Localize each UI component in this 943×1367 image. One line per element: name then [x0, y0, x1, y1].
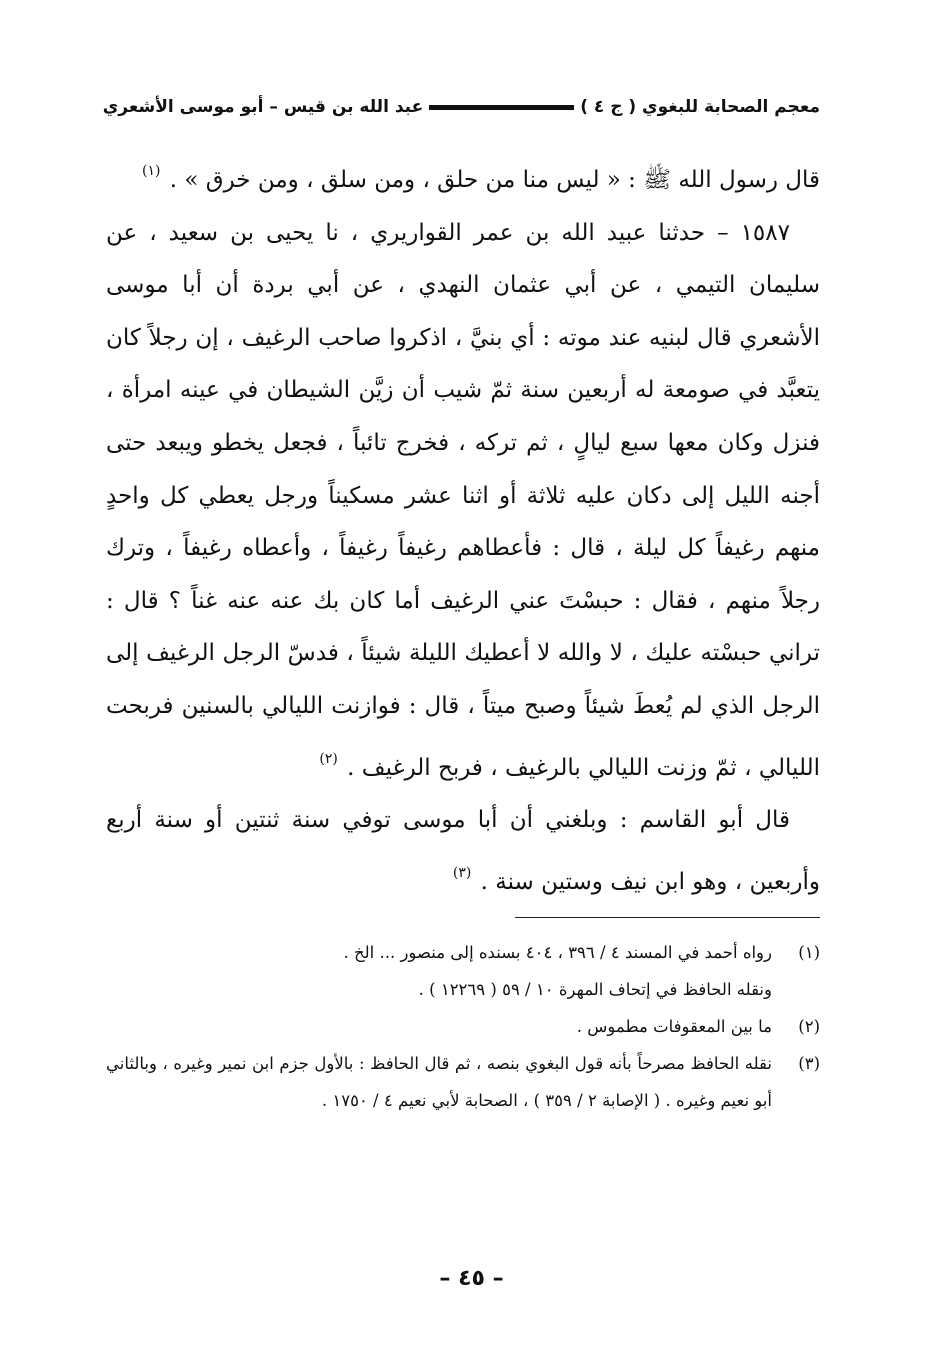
paragraph-3-text: قال أبو القاسم : وبلغني أن أبا موسى توفي سنة ثنتين أو سنة أربع وأربعين ، وهو ابن نيف وستين سنة . [106, 807, 820, 895]
footnote-ref-1: (١) [141, 163, 161, 179]
footnotes [106, 934, 820, 1119]
header-book-title: معجم الصحابة للبغوي ( ج ٤ ) [580, 97, 820, 117]
paragraph-1 [106, 145, 820, 207]
footnote-1-number: (١) [798, 943, 820, 962]
paragraph-2 [106, 207, 820, 795]
footnote-ref-3: (٣) [452, 864, 472, 881]
paragraph-2-text: ١٥٨٧ – حدثنا عبيد الله بن عمر القواريري ، نا يحيى بن سعيد ، عن سليمان التيمي ، عن أبي عثمان النهدي ، عن أبي بردة أن أبا موسى الأشعري قال لبنيه عند موته : أي بنيَّ ، اذكروا صاحب الرغيف ، إن رجلاً كان يتعبَّد في صومعة له أربعين سنة ثمّ شيب أن زيَّن الشيطان في عينه امرأة ، فنزل وكان معها سبع ليالٍ ، ثم تركه ، فخرج تائباً ، فجعل يخطو ويبعد حتى أجنه الليل إلى دكان عليه ثلاثة أو اثنا عشر مسكيناً ورجل يعطي كل واحدٍ منهم رغيفاً كل ليلة ، قال : فأعطاهم رغيفاً رغيفاً ، وأعطاه رغيفاً ، وترك رجلاً منهم ، فقال : حبسْتَ عني الرغيف أما كان بك عنه عنه غناً ؟ قال : تراني حبسْته عليك ، لا والله لا أعطيك الليلة شيئاً ، فدسّ الرجل الرغيف إلى الرجل الذي لم يُعطَ شيئاً وصبح ميتاً ، قال : فوازنت الليالي بالسنين فربحت الليالي ، ثمّ وزنت الليالي بالرغيف ، فربح الرغيف . [106, 219, 820, 781]
footnote-3-number: (٣) [798, 1054, 820, 1073]
paragraph-1-text: قال رسول الله ﷺ : « ليس منا من حلق ، ومن سلق ، ومن خرق » . [169, 167, 820, 193]
footnote-1 [106, 934, 820, 971]
header-rule [429, 105, 574, 110]
page-number: – ٤٥ – [439, 1266, 504, 1291]
header-chapter-title: عبد الله بن قيس – أبو موسى الأشعري [102, 97, 424, 117]
footnote-2 [106, 1008, 820, 1045]
footnote-2-text: ما بين المعقوفات مطموس . [576, 1017, 772, 1036]
running-header [102, 92, 820, 122]
footnote-1-line-2: ونقله الحافظ في إتحاف المهرة ١٠ / ٥٩ ( ١٢٢٦٩ ) . [418, 980, 772, 999]
footnote-2-number: (٢) [798, 1017, 820, 1036]
paragraph-3 [106, 794, 820, 908]
main-text [106, 145, 820, 908]
footnote-separator [515, 917, 820, 918]
footnote-3 [106, 1045, 820, 1119]
footnote-ref-2: (٢) [319, 750, 338, 767]
footnote-3-text: نقله الحافظ مصرحاً بأنه قول البغوي بنصه ، ثم قال الحافظ : بالأول جزم ابن نمير وغيره ، وبالثاني أبو نعيم وغيره . ( الإصابة ٢ / ٣٥٩ ) ، الصحابة لأبي نعيم ٤ / ١٧٥٠ . [106, 1054, 772, 1110]
footnote-1-line-1: رواه أحمد في المسند ٤ / ٣٩٦ ، ٤٠٤ بسنده إلى منصور ... الخ . [343, 943, 772, 962]
